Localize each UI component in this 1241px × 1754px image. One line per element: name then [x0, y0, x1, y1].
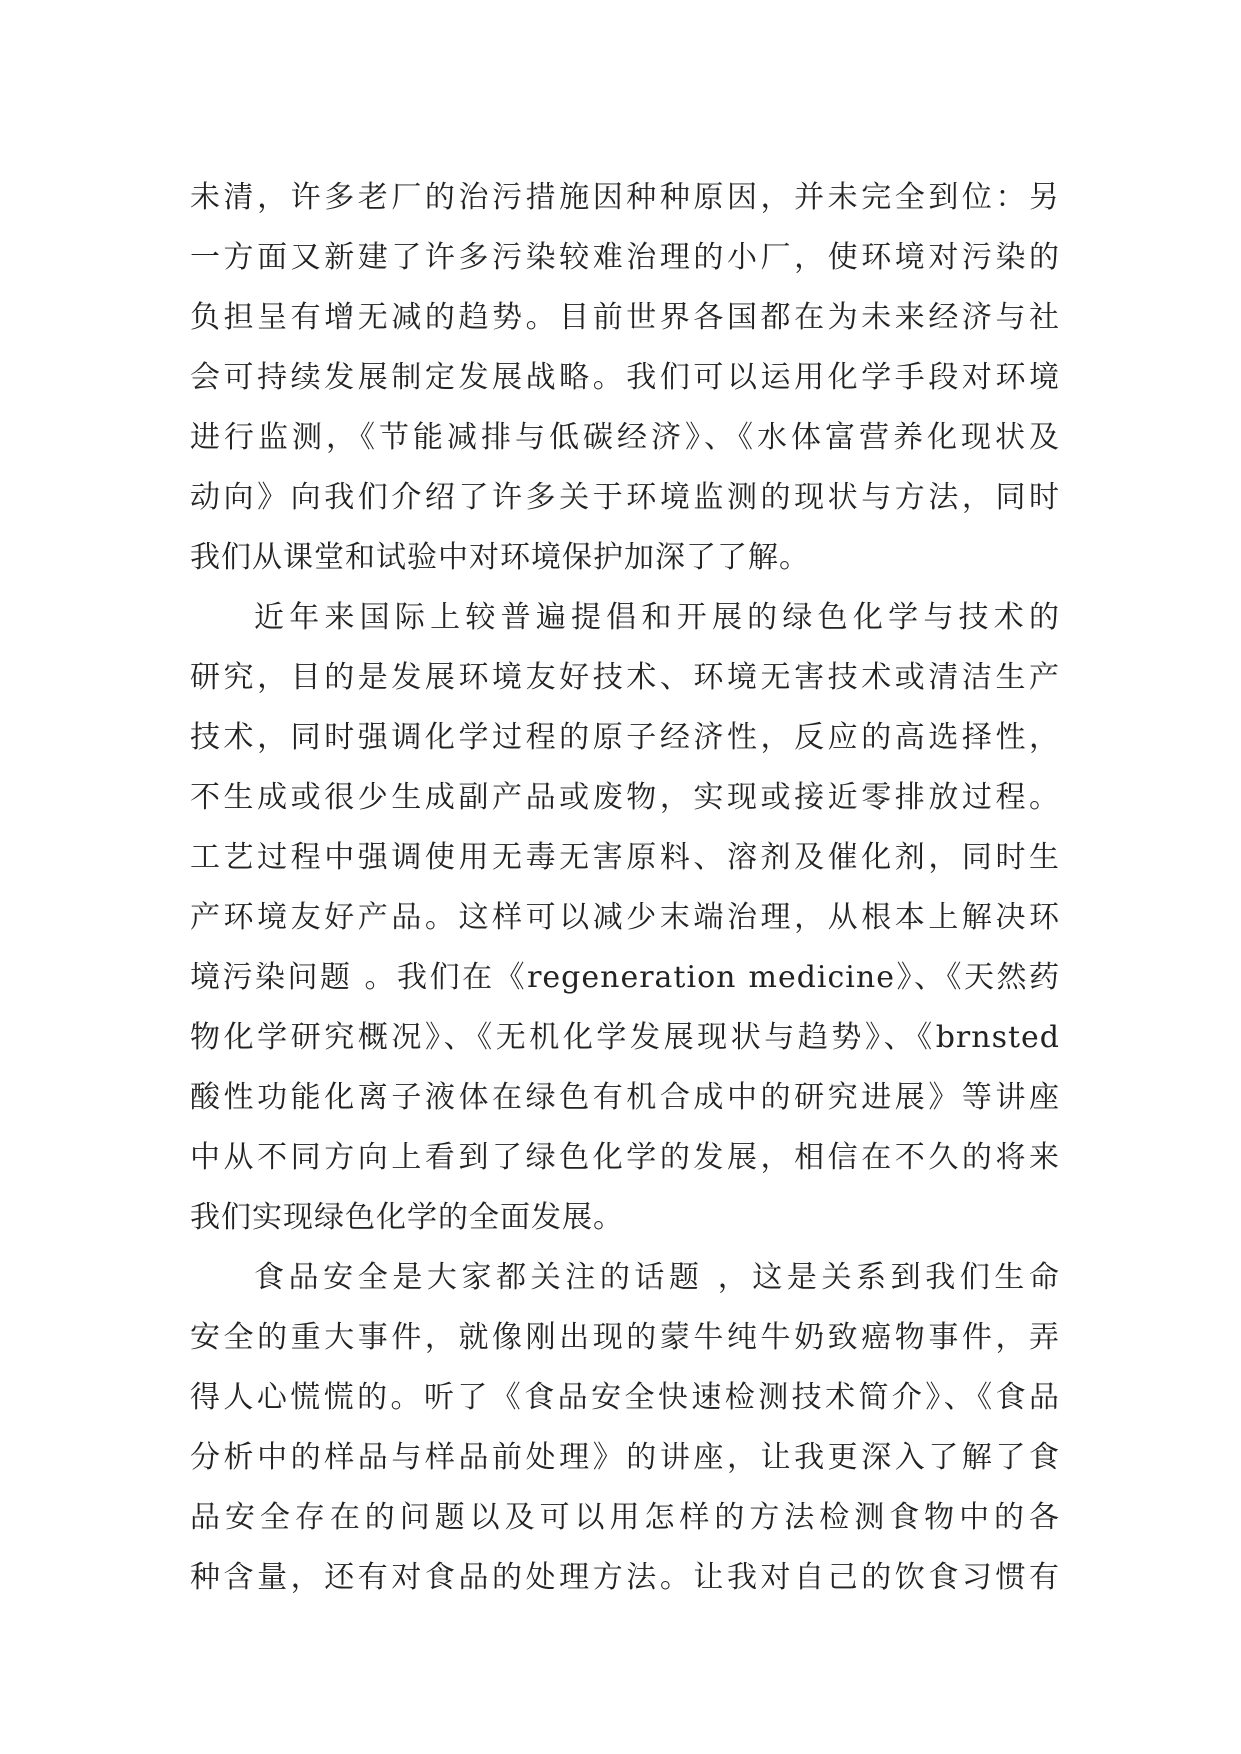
text-line: 物化学研究概况》、《无机化学发展现状与趋势》、《brnsted: [190, 1020, 1060, 1055]
text-line: 食品安全是大家都关注的话题 ，这是关系到我们生命: [254, 1260, 1060, 1295]
text-line: 酸性功能化离子液体在绿色有机合成中的研究进展》等讲座: [190, 1080, 1060, 1115]
text-line: 不生成或很少生成副产品或废物，实现或接近零排放过程。: [190, 780, 1060, 815]
text-line: 品安全存在的问题以及可以用怎样的方法检测食物中的各: [190, 1500, 1060, 1535]
text-line: 未清，许多老厂的治污措施因种种原因，并未完全到位：另: [190, 180, 1060, 215]
text-line: 技术，同时强调化学过程的原子经济性，反应的高选择性，: [190, 720, 1060, 755]
text-line: 近年来国际上较普遍提倡和开展的绿色化学与技术的: [254, 600, 1060, 635]
paragraph-environment-monitoring: [190, 168, 1060, 588]
text-line: 安全的重大事件，就像刚出现的蒙牛纯牛奶致癌物事件，弄: [190, 1320, 1060, 1355]
text-line: 种含量，还有对食品的处理方法。让我对自己的饮食习惯有: [190, 1560, 1060, 1595]
paragraph-green-chemistry: [190, 588, 1060, 1248]
text-line: 工艺过程中强调使用无毒无害原料、溶剂及催化剂，同时生: [190, 840, 1060, 875]
text-line: 产环境友好产品。这样可以减少末端治理，从根本上解决环: [190, 900, 1060, 935]
text-line: 分析中的样品与样品前处理》的讲座，让我更深入了解了食: [190, 1440, 1060, 1475]
text-line: 中从不同方向上看到了绿色化学的发展，相信在不久的将来: [190, 1140, 1060, 1175]
text-line: 研究，目的是发展环境友好技术、环境无害技术或清洁生产: [190, 660, 1060, 695]
text-line: 我们实现绿色化学的全面发展。: [190, 1200, 624, 1235]
text-line: 进行监测，《节能减排与低碳经济》、《水体富营养化现状及: [190, 420, 1060, 455]
text-line: 负担呈有增无减的趋势。目前世界各国都在为未来经济与社: [190, 300, 1060, 335]
text-line: 境污染问题 。我们在《regeneration medicine》、《天然药: [190, 960, 1060, 995]
text-line: 会可持续发展制定发展战略。我们可以运用化学手段对环境: [190, 360, 1060, 395]
text-line: 我们从课堂和试验中对环境保护加深了了解。: [190, 540, 810, 575]
text-line: 得人心慌慌的。听了《食品安全快速检测技术简介》、《食品: [190, 1380, 1060, 1415]
document-body: [190, 168, 1060, 1608]
text-line: 一方面又新建了许多污染较难治理的小厂，使环境对污染的: [190, 240, 1060, 275]
paragraph-food-safety: [190, 1248, 1060, 1608]
text-line: 动向》向我们介绍了许多关于环境监测的现状与方法，同时: [190, 480, 1060, 515]
